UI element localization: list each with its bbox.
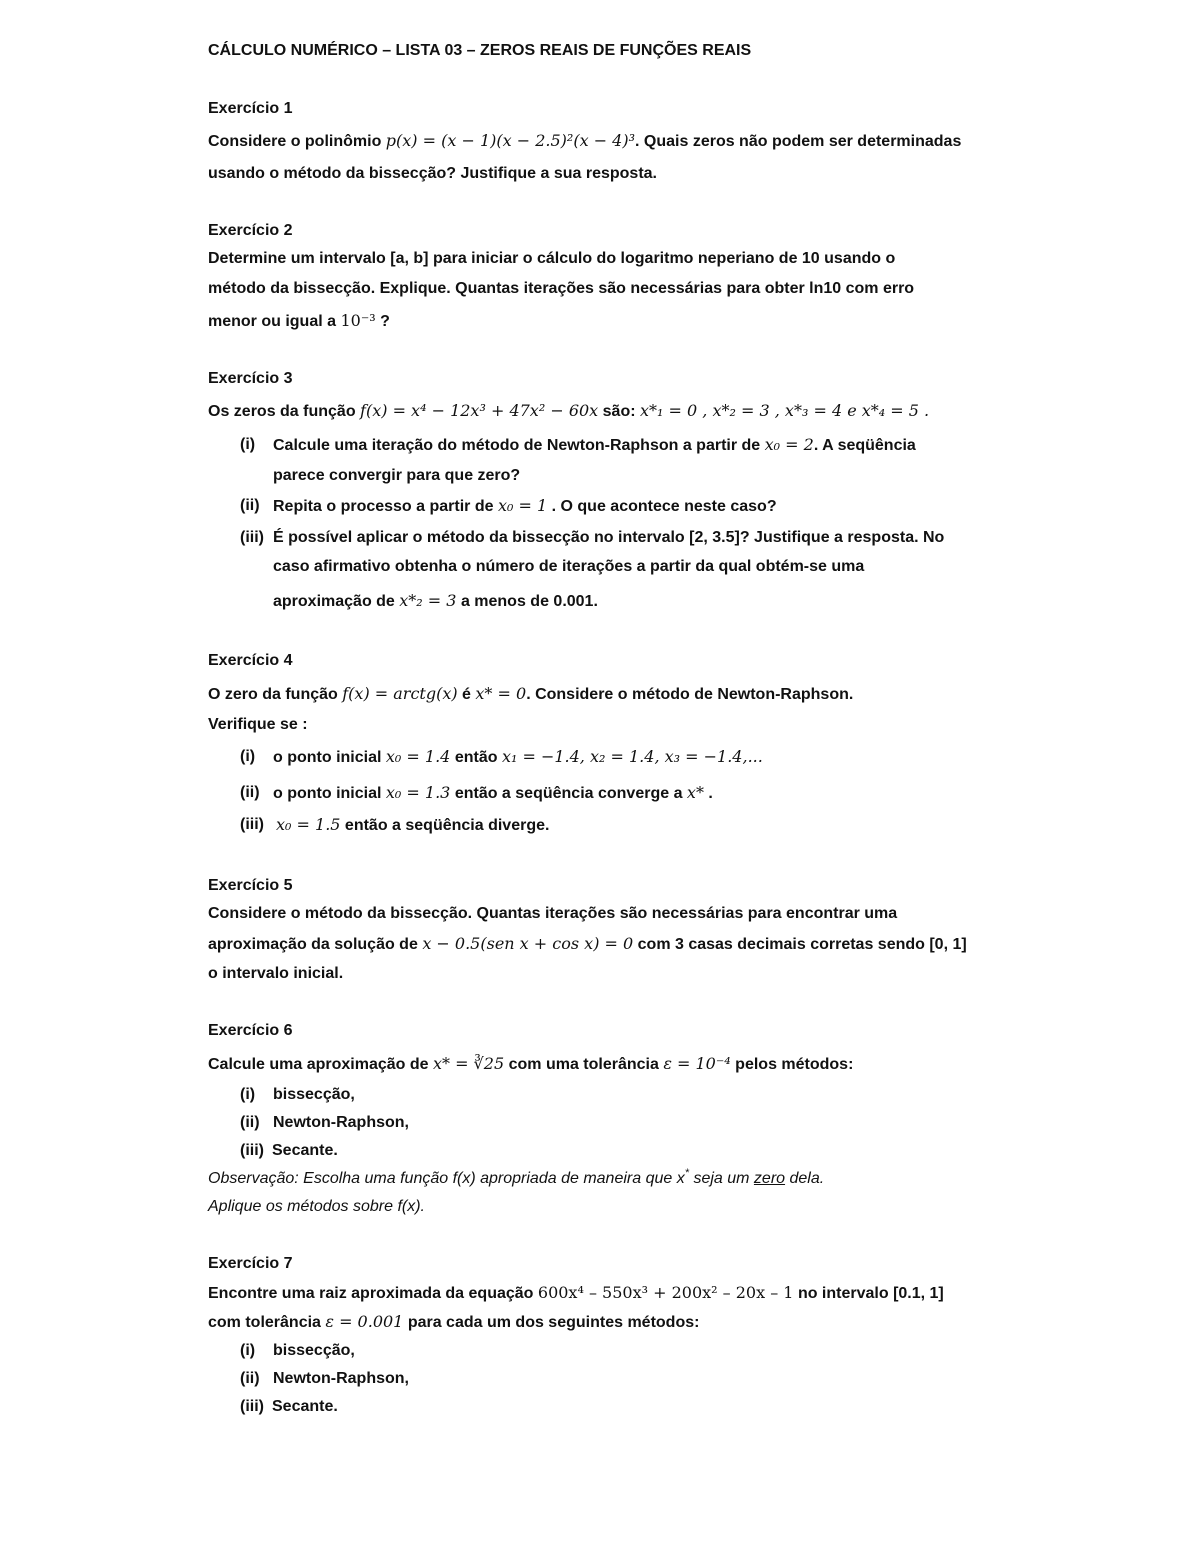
ex7-item-i-label: (i)	[240, 1342, 256, 1359]
ex6-text-c: pelos métodos:	[735, 1056, 854, 1073]
ex4-item-iii-label: (iii)	[240, 816, 264, 833]
ex3-heading: Exercício 3	[208, 370, 293, 387]
ex4-item-ii-line	[273, 782, 713, 805]
ex6-obs-underlined: zero	[753, 1170, 786, 1187]
ex2-text-b: ?	[380, 313, 390, 330]
ex3-item-iii-line3	[273, 590, 598, 613]
ex6-obs-text-a: Observação: Escolha uma função f(x) apropriada de maneira que x	[208, 1170, 685, 1187]
ex5-heading: Exercício 5	[208, 877, 293, 894]
ex6-heading: Exercício 6	[208, 1022, 293, 1039]
ex4-i-x0: x₀ = 1.4	[385, 747, 451, 766]
ex6-item-ii-label: (ii)	[240, 1114, 260, 1131]
ex3-item-ii-line	[273, 495, 777, 518]
ex4-text-a: O zero da função	[208, 686, 338, 703]
ex4-ii-text-c: .	[708, 785, 713, 802]
ex4-line1	[208, 683, 853, 706]
ex7-tolerance: ε = 0.001	[325, 1312, 404, 1331]
ex4-line2: Verifique se :	[208, 716, 308, 733]
ex1-text-a: Considere o polinômio	[208, 133, 382, 150]
ex6-root: x* = ∛25	[432, 1054, 505, 1073]
ex3-i-x0: x₀ = 2	[764, 435, 814, 454]
ex7-text-c: com tolerância	[208, 1314, 321, 1331]
ex7-text-a: Encontre uma raiz aproximada da equação	[208, 1285, 534, 1302]
ex3-item-iii-label: (iii)	[240, 529, 264, 546]
ex3-iii-text-a: aproximação de	[273, 593, 395, 610]
ex4-text-b: é	[462, 686, 471, 703]
ex4-ii-text-b: então a seqüência converge a	[454, 785, 683, 802]
ex5-text-a: aproximação da solução de	[208, 936, 418, 953]
ex1-heading: Exercício 1	[208, 100, 293, 117]
ex3-item-i-line1	[273, 434, 916, 457]
ex2-text-a: menor ou igual a	[208, 313, 337, 330]
ex4-item-iii-line	[276, 814, 549, 837]
ex6-text-a: Calcule uma aproximação de	[208, 1056, 429, 1073]
ex6-obs-text-c: dela.	[789, 1170, 825, 1187]
ex4-i-sequence: x₁ = −1.4, x₂ = 1.4, x₃ = −1.4,...	[501, 747, 763, 766]
ex3-item-i-label: (i)	[240, 436, 256, 453]
ex7-item-ii-text: Newton-Raphson,	[273, 1370, 409, 1387]
ex4-iii-text-b: então a seqüência diverge.	[344, 817, 550, 834]
ex2-line2: método da bissecção. Explique. Quantas iterações são necessárias para obter ln10 com erro	[208, 280, 915, 297]
ex2-power: 10⁻³	[340, 311, 376, 330]
ex7-item-ii-label: (ii)	[240, 1370, 260, 1387]
ex1-text-b: . Quais zeros não podem ser determinadas	[635, 133, 962, 150]
ex4-text-c: . Considere o método de Newton-Raphson.	[526, 686, 854, 703]
ex1-line1	[208, 130, 961, 153]
ex4-item-i-line	[273, 746, 763, 769]
ex7-item-iii-text: Secante.	[272, 1398, 338, 1415]
ex6-obs-text-b: seja um	[693, 1170, 750, 1187]
ex5-line1: Considere o método da bissecção. Quantas iterações são necessárias para encontrar uma	[208, 905, 898, 922]
ex1-formula: p(x) = (x − 1)(x − 2.5)²(x − 4)³	[385, 131, 636, 150]
ex4-item-i-label: (i)	[240, 748, 256, 765]
ex7-line1	[208, 1282, 944, 1305]
ex3-item-iii-line2: caso afirmativo obtenha o número de iterações a partir da qual obtém-se uma	[273, 558, 865, 575]
ex1-line2: usando o método da bissecção? Justifique a sua resposta.	[208, 165, 657, 182]
ex3-iii-x2: x*₂ = 3	[399, 591, 457, 610]
ex7-heading: Exercício 7	[208, 1255, 293, 1272]
page-title: CÁLCULO NUMÉRICO – LISTA 03 – ZEROS REAIS DE FUNÇÕES REAIS	[208, 42, 752, 59]
ex6-line1	[208, 1053, 853, 1076]
ex3-ii-text-a: Repita o processo a partir de	[273, 498, 494, 515]
ex2-line1: Determine um intervalo [a, b] para iniciar o cálculo do logaritmo neperiano de 10 usando o	[208, 250, 896, 267]
ex2-line3	[208, 310, 390, 333]
ex3-iii-text-b: a menos de 0.001.	[460, 593, 598, 610]
ex4-zero: x* = 0	[475, 684, 527, 703]
ex6-item-iii-label: (iii)	[240, 1142, 264, 1159]
ex3-ii-x0: x₀ = 1	[497, 496, 548, 515]
ex4-i-text-a: o ponto inicial	[273, 749, 382, 766]
ex6-item-i-text: bissecção,	[273, 1086, 355, 1103]
ex4-ii-text-a: o ponto inicial	[273, 785, 382, 802]
ex7-item-i-text: bissecção,	[273, 1342, 355, 1359]
ex3-text-b: são:	[602, 403, 636, 420]
ex4-heading: Exercício 4	[208, 652, 293, 669]
ex3-item-iii-line1: É possível aplicar o método da bissecção no intervalo [2, 3.5]? Justifique a resposta. No	[273, 529, 945, 546]
ex6-obs-star: *	[684, 1167, 689, 1179]
ex6-item-ii-text: Newton-Raphson,	[273, 1114, 409, 1131]
ex5-line3: o intervalo inicial.	[208, 965, 344, 982]
ex3-ii-text-b: . O que acontece neste caso?	[551, 498, 777, 515]
ex7-line2	[208, 1311, 699, 1334]
ex6-tolerance: ε = 10⁻⁴	[663, 1054, 731, 1073]
ex3-item-ii-label: (ii)	[240, 497, 260, 514]
ex7-item-iii-label: (iii)	[240, 1398, 264, 1415]
ex5-line2	[208, 933, 967, 956]
ex7-equation: 600x⁴ – 550x³ + 200x² – 20x – 1	[537, 1283, 794, 1302]
ex2-heading: Exercício 2	[208, 222, 293, 239]
ex6-item-iii-text: Secante.	[272, 1142, 338, 1159]
ex3-text-a: Os zeros da função	[208, 403, 356, 420]
ex4-function: f(x) = arctg(x)	[342, 684, 458, 703]
ex5-text-b: com 3 casas decimais corretas sendo [0, 1]	[637, 936, 967, 953]
ex6-observation-line1	[208, 1168, 824, 1190]
ex3-function: f(x) = x⁴ − 12x³ + 47x² − 60x	[360, 401, 599, 420]
ex4-ii-xstar: x*	[686, 783, 704, 802]
ex7-text-b: no intervalo [0.1, 1]	[797, 1285, 944, 1302]
ex3-item-i-line2: parece convergir para que zero?	[273, 467, 521, 484]
ex3-zeros: x*₁ = 0 , x*₂ = 3 , x*₃ = 4 e x*₄ = 5 .	[640, 401, 930, 420]
ex7-text-d: para cada um dos seguintes métodos:	[407, 1314, 700, 1331]
ex4-iii-x0: x₀ = 1.5	[276, 815, 341, 834]
ex3-line1	[208, 400, 929, 423]
ex6-text-b: com uma tolerância	[508, 1056, 659, 1073]
ex6-item-i-label: (i)	[240, 1086, 256, 1103]
ex4-ii-x0: x₀ = 1.3	[385, 783, 451, 802]
ex5-equation: x − 0.5(sen x + cos x) = 0	[422, 934, 634, 953]
ex4-item-ii-label: (ii)	[240, 784, 260, 801]
ex4-i-text-b: então	[454, 749, 498, 766]
ex3-i-text-b: . A seqüência	[813, 437, 916, 454]
ex6-observation-line2: Aplique os métodos sobre f(x).	[208, 1198, 425, 1215]
ex3-i-text-a: Calcule uma iteração do método de Newton-Raphson a partir de	[273, 437, 761, 454]
